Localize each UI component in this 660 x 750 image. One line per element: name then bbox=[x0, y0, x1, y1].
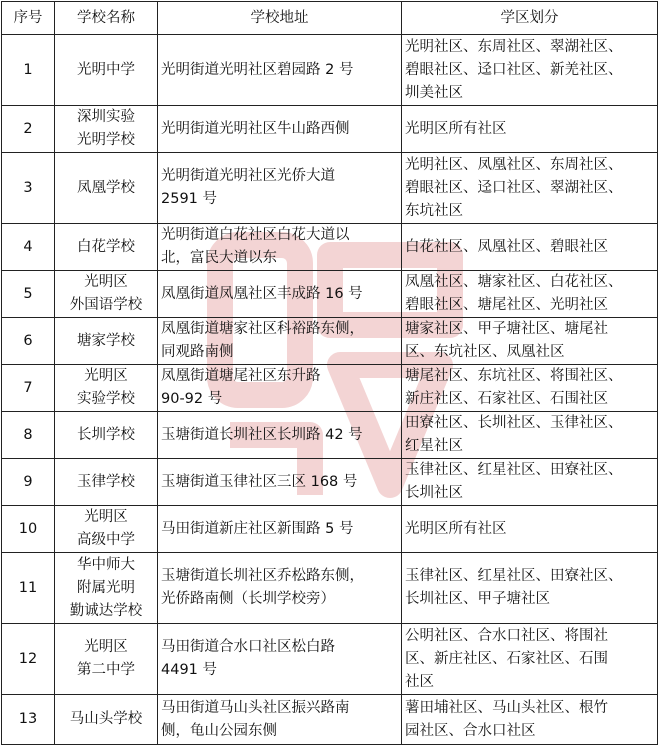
school-name-line: 深圳实验 bbox=[77, 109, 135, 125]
row-number: 4 bbox=[2, 224, 55, 271]
table-row bbox=[2, 695, 658, 745]
school-address-line: 北，富民大道以东 bbox=[161, 250, 277, 266]
district-zone bbox=[402, 695, 658, 745]
district-zone-line: 区、东坑社区、凤凰社区 bbox=[405, 344, 565, 360]
district-zone bbox=[402, 106, 658, 153]
school-address-line: 马田街道合水口社区松白路 bbox=[161, 639, 335, 655]
school-name-line: 高级中学 bbox=[77, 532, 135, 548]
school-name-line: 光明中学 bbox=[77, 61, 135, 78]
district-zone-line: 社区 bbox=[405, 673, 434, 690]
school-address-line: 光侨路南侧（长圳学校旁） bbox=[161, 591, 335, 607]
school-name-line: 附属光明 bbox=[77, 579, 135, 596]
school-name bbox=[55, 412, 158, 459]
row-number: 7 bbox=[2, 365, 55, 412]
district-zone-line: 光明社区、凤凰社区、东周社区、 bbox=[405, 156, 623, 173]
district-zone-line: 玉律社区、红星社区、田寮社区、 bbox=[405, 462, 623, 478]
row-number: 3 bbox=[2, 153, 55, 224]
school-address bbox=[158, 35, 402, 106]
district-zone-line: 碧眼社区、塘尾社区、光明社区 bbox=[405, 297, 608, 313]
district-zone bbox=[402, 271, 658, 318]
district-zone bbox=[402, 224, 658, 271]
school-address-line: 玉塘街道长圳社区长圳路 42 号 bbox=[161, 426, 363, 443]
school-name-line: 光明学校 bbox=[77, 132, 135, 148]
table-row bbox=[2, 153, 658, 224]
school-address-line: 凤凰街道凤凰社区丰成路 16 号 bbox=[161, 285, 363, 302]
school-address bbox=[158, 318, 402, 365]
school-name bbox=[55, 365, 158, 412]
school-district-table bbox=[1, 1, 658, 745]
table-row bbox=[2, 106, 658, 153]
district-zone-line: 凤凰社区、塘家社区、白花社区、 bbox=[405, 274, 623, 290]
school-address-line: 同观路南侧 bbox=[161, 344, 234, 360]
row-number: 10 bbox=[2, 506, 55, 553]
school-name bbox=[55, 224, 158, 271]
school-name-line: 光明区 bbox=[84, 368, 128, 384]
school-name bbox=[55, 318, 158, 365]
district-zone-line: 公明社区、合水口社区、将围社 bbox=[405, 627, 608, 644]
district-zone-line: 白花社区、凤凰社区、碧眼社区 bbox=[405, 238, 608, 255]
school-address-line: 凤凰街道塘尾社区东升路 bbox=[161, 368, 321, 384]
district-zone-line: 区、新庄社区、石家社区、石围 bbox=[405, 650, 608, 667]
school-name-line: 塘家学校 bbox=[77, 332, 135, 349]
school-address-line: 马田街道马山头社区振兴路南 bbox=[161, 699, 350, 716]
school-name bbox=[55, 553, 158, 624]
table-row bbox=[2, 271, 658, 318]
district-zone bbox=[402, 365, 658, 412]
row-number: 11 bbox=[2, 553, 55, 624]
table-row bbox=[2, 412, 658, 459]
district-zone bbox=[402, 318, 658, 365]
row-number: 6 bbox=[2, 318, 55, 365]
district-zone-line: 长圳社区 bbox=[405, 485, 463, 501]
district-zone-line: 光明社区、东周社区、翠湖社区、 bbox=[405, 38, 623, 55]
school-address-line: 光明街道光明社区碧园路 2 号 bbox=[161, 61, 354, 78]
district-zone-line: 长圳社区、甲子塘社区 bbox=[405, 591, 550, 607]
school-name-line: 光明区 bbox=[84, 509, 128, 525]
school-address bbox=[158, 553, 402, 624]
row-number: 8 bbox=[2, 412, 55, 459]
school-address-line: 4491 号 bbox=[161, 662, 218, 678]
school-name-line: 实验学校 bbox=[77, 391, 135, 407]
district-zone bbox=[402, 506, 658, 553]
district-zone-line: 光明区所有社区 bbox=[405, 520, 507, 537]
district-zone-line: 田寮社区、长圳社区、玉律社区、 bbox=[405, 415, 623, 431]
row-number: 5 bbox=[2, 271, 55, 318]
school-address-line: 玉塘街道长圳社区乔松路东侧， bbox=[161, 568, 364, 584]
district-zone-line: 红星社区 bbox=[405, 438, 463, 454]
district-zone-line: 碧眼社区、迳口社区、新羌社区、 bbox=[405, 61, 623, 78]
school-name-line: 华中师大 bbox=[77, 556, 135, 573]
district-zone-line: 东坑社区 bbox=[405, 202, 463, 219]
district-zone-line: 玉律社区、红星社区、田寮社区、 bbox=[405, 568, 623, 584]
school-address-line: 2591 号 bbox=[161, 191, 218, 207]
school-name-line: 第二中学 bbox=[77, 662, 135, 678]
district-zone-line: 新庄社区、石家社区、石围社区 bbox=[405, 391, 608, 407]
district-zone-line: 碧眼社区、迳口社区、翠湖社区、 bbox=[405, 179, 623, 196]
school-name-line: 光明区 bbox=[84, 639, 128, 655]
school-name-line: 长圳学校 bbox=[77, 426, 135, 443]
school-name bbox=[55, 153, 158, 224]
school-name bbox=[55, 35, 158, 106]
school-name-line: 凤凰学校 bbox=[77, 179, 135, 196]
header-district-zone: 学区划分 bbox=[402, 2, 658, 35]
table-row bbox=[2, 224, 658, 271]
district-zone-line: 圳美社区 bbox=[405, 84, 463, 101]
table-row bbox=[2, 35, 658, 106]
row-number: 12 bbox=[2, 624, 55, 695]
row-number: 13 bbox=[2, 695, 55, 745]
table-row bbox=[2, 553, 658, 624]
school-name bbox=[55, 106, 158, 153]
school-name-line: 白花学校 bbox=[77, 238, 135, 255]
school-name-line: 勤诚达学校 bbox=[69, 602, 143, 619]
header-school-address: 学校地址 bbox=[158, 2, 402, 35]
school-address-line: 侧，龟山公园东侧 bbox=[161, 722, 277, 739]
school-name-line: 光明区 bbox=[84, 274, 128, 290]
school-name-line: 外国语学校 bbox=[69, 297, 143, 313]
header-school-name: 学校名称 bbox=[55, 2, 158, 35]
table-body bbox=[2, 35, 658, 745]
school-address bbox=[158, 271, 402, 318]
table-row bbox=[2, 624, 658, 695]
row-number: 9 bbox=[2, 459, 55, 506]
district-zone bbox=[402, 624, 658, 695]
district-zone bbox=[402, 412, 658, 459]
district-zone-line: 塘尾社区、东坑社区、将围社区、 bbox=[405, 368, 623, 384]
school-name bbox=[55, 506, 158, 553]
school-name-line: 玉律学校 bbox=[77, 473, 135, 490]
school-name bbox=[55, 695, 158, 745]
school-address bbox=[158, 695, 402, 745]
school-name bbox=[55, 459, 158, 506]
school-address bbox=[158, 224, 402, 271]
table-row bbox=[2, 459, 658, 506]
row-number: 1 bbox=[2, 35, 55, 106]
table-row bbox=[2, 506, 658, 553]
row-number: 2 bbox=[2, 106, 55, 153]
school-address-line: 玉塘街道玉律社区三区 168 号 bbox=[161, 473, 358, 490]
school-name-line: 马山头学校 bbox=[69, 711, 143, 727]
school-address bbox=[158, 412, 402, 459]
header-number: 序号 bbox=[2, 2, 55, 35]
school-address-line: 凤凰街道塘家社区科裕路东侧， bbox=[161, 321, 364, 337]
school-name bbox=[55, 624, 158, 695]
school-address bbox=[158, 506, 402, 553]
table-header-row bbox=[2, 2, 658, 35]
school-address-line: 90-92 号 bbox=[161, 391, 223, 407]
school-address bbox=[158, 365, 402, 412]
school-address-line: 马田街道新庄社区新围路 5 号 bbox=[161, 520, 354, 537]
school-address bbox=[158, 459, 402, 506]
school-address-line: 光明街道光明社区牛山路西侧 bbox=[161, 120, 350, 137]
district-zone bbox=[402, 553, 658, 624]
school-address bbox=[158, 624, 402, 695]
school-address bbox=[158, 106, 402, 153]
table-row bbox=[2, 365, 658, 412]
district-zone bbox=[402, 35, 658, 106]
school-address-line: 光明街道光明社区光侨大道 bbox=[161, 168, 335, 184]
district-zone-line: 光明区所有社区 bbox=[405, 120, 507, 137]
district-zone-line: 薯田埔社区、马山头社区、根竹 bbox=[405, 699, 608, 716]
district-zone bbox=[402, 459, 658, 506]
district-zone-line: 园社区、合水口社区 bbox=[405, 722, 536, 739]
table-row bbox=[2, 318, 658, 365]
school-address bbox=[158, 153, 402, 224]
school-address-line: 光明街道白花社区白花大道以 bbox=[161, 227, 350, 243]
district-zone bbox=[402, 153, 658, 224]
school-name bbox=[55, 271, 158, 318]
district-zone-line: 塘家社区、甲子塘社区、塘尾社 bbox=[405, 321, 608, 337]
